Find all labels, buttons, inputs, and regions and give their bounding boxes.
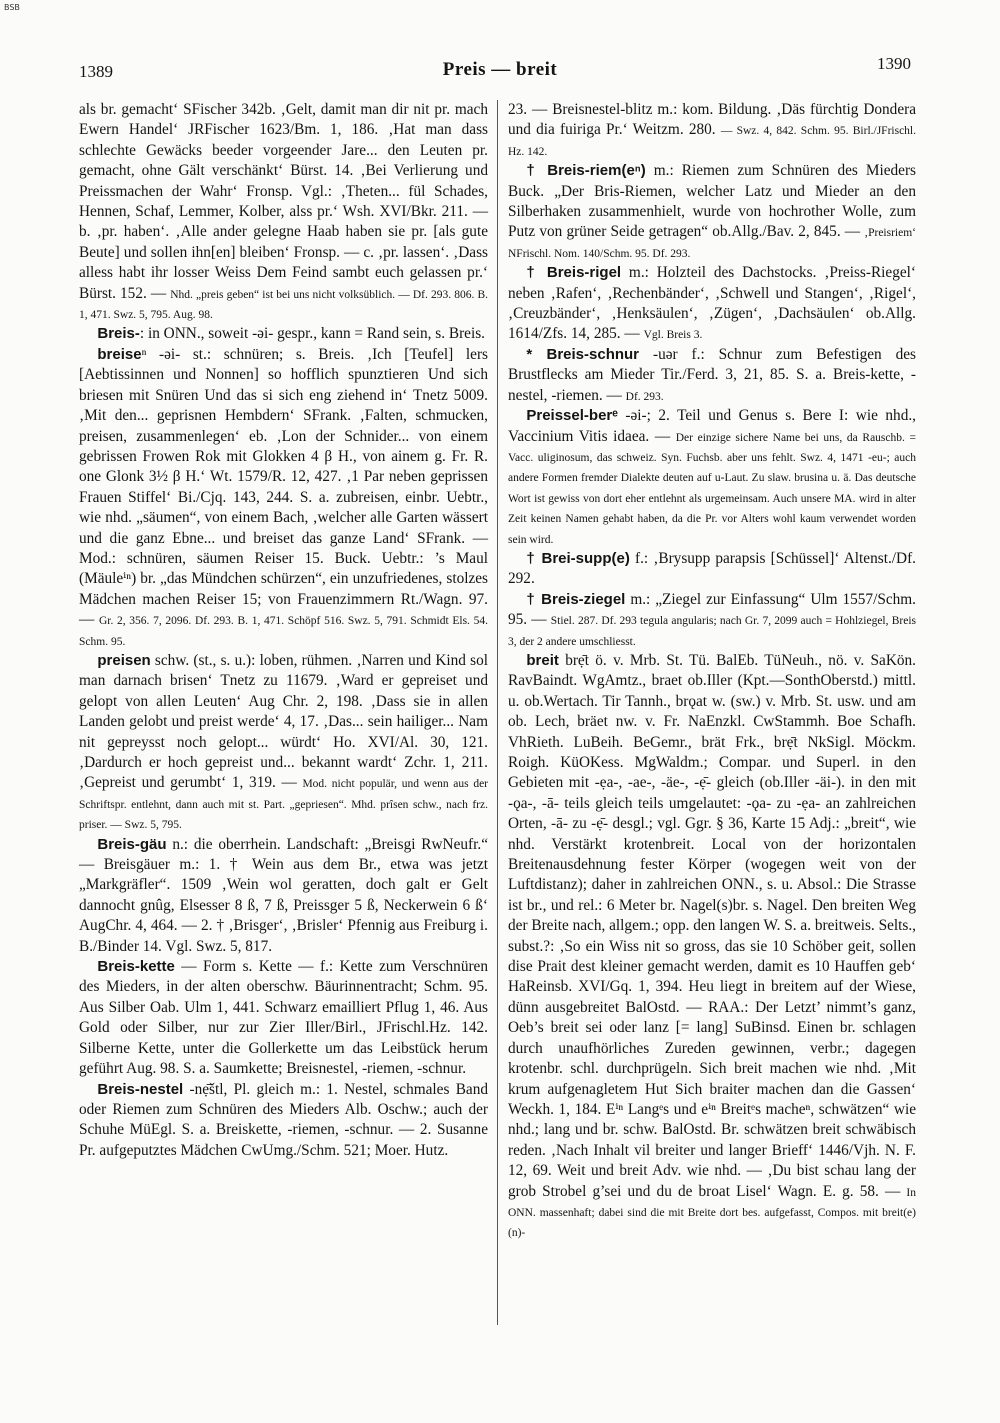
entry-text: : in ONN., soweit -əi- gespr., kann = Rand sein, s. Breis. <box>139 325 486 343</box>
headword: † Breis-rigel <box>526 264 622 282</box>
page-number-right: 1390 <box>877 54 911 73</box>
page-header-title: Preis — breit <box>442 59 558 80</box>
column-divider <box>497 100 498 1325</box>
library-stamp: BSB <box>4 3 20 12</box>
headword: † Breis-riem(eⁿ) <box>526 162 646 180</box>
entry-breit <box>508 651 916 1243</box>
entry-note: — Swz. 4, 842. Schm. 95. Birl./JFrischl. Hz. 142. <box>508 125 917 158</box>
entry-text: ⁿ -əi- st.: schnüren; s. Breis. ‚Ich [Teufel] lers [Aebtissinnen und Nonnen] so hofflich spunztieren Und sich briesen mit Snüren Und das si sich eng ziehend in‘ Tnetz 5009. ‚Mit den... geprisnen Hembdern‘ SFrank. ‚Falten, schmucken, preisen, zusammenlegen‘ eb. ‚Lon der Schnider... von einem gebrissen Frowen Rok mit Glokken 4 β H., von ainem g. Fr. R. one Glonk 3½ β H.‘ Wt. 1579/R. 12, 427. ‚1 Par neben geprissen Frauen Stiffel‘ Bi./Cjq. 143, 244. S. a. zubreisen, einbr. Uebtr., wie nhd. „säumen“, von einem Bach, ‚welcher alle Garten wässert und die ganz Ebne... und breiset das ganze Land‘ SFrank. — Mod.: schnüren, säumen Reiser 15. Buck. Uebtr.: ’s Maul (Mäuleⁱⁿ) br. „das Mündchen schürzen“, ein unzufriedenes, stolzes Mädchen machen Reiser 15; von Frauenzimmern Rt./Wagn. 97. — <box>79 345 488 629</box>
entry-text: -nẹ̄štl, Pl. gleich m.: 1. Nestel, schmales Band oder Riemen zum Schnüren des Mieders Alb. Oschw.; auch der Schuhe MüEgl. S. a. Breiskette, -riemen, -schnur. — 2. Susanne Pr. aufgeputztes Mädchen CwUmg./Schm. 521; Moer. Hutz. <box>79 1080 488 1159</box>
entry-breisrigel <box>508 263 916 345</box>
entry-breisriemen <box>508 161 916 263</box>
headword: Preissel-berᵉ <box>526 407 618 425</box>
entry-note: ‚Preisriem‘ NFrischl. Nom. 140/Schm. 95. Df. 293. <box>508 227 916 260</box>
entry-preisselbere <box>508 406 916 549</box>
page-number-left: 1389 <box>79 62 113 81</box>
entry-note: Stiel. 287. Df. 293 tegula angularis; nach Gr. 7, 2099 auch = Hohlziegel, Breis 3, der 2 andere umschliesst. <box>508 615 916 648</box>
entry-breisziegel <box>508 590 916 651</box>
entry-text: n.: die oberrhein. Landschaft: „Breisgi RwNeufr.“ — Breisgäuer m.: 1. † Wein aus dem Br., etwa was jetzt „Markgräfler“. 1509 ‚Wein wol geratten, doch galt er Gelt dannocht gnûg, Elsesser 8 ß, 7 ß, Preissger 5 ß, Neckerwein 6 ß‘ AugChr. 4, 464. — 2. † ‚Brisger‘, ‚Brisler‘ Pfennig aus Freiburg i. B./Binder 14. Vgl. Swz. 5, 817. <box>79 835 488 955</box>
entry-text: — Form s. Kette — f.: Kette zum Verschnüren des Mieders, in der alten oberschw. Bäurinnentracht; Schm. 95. Aus Silber Oab. Ulm 1, 441. Schwarz emailliert Pflug 1, 46. Aus Gold oder Silber, nur zur Zier Iller/Birl., JFrischl.Hz. 142. Silberne Kette, unter die Gollerkette um das Leibstück herum geführt Aug. 98. S. a. Saumkette; Breisnestel, -riemen, -schnur. <box>79 958 488 1078</box>
headword: † Breis-ziegel <box>526 590 626 608</box>
headword: breit <box>526 651 559 669</box>
entry-text: -uər f.: Schnur zum Befestigen des Brustflecks am Mieder Tir./Ferd. 3, 21, 85. S. a. Breis-kette, -nestel, -riemen. — <box>508 345 916 404</box>
right-column <box>508 100 916 1243</box>
entry-note: Gr. 2, 356. 7, 2096. Df. 293. B. 1, 471. Schöpf 516. Swz. 5, 791. Schmidt Els. 54. Schm. 95. <box>79 615 488 648</box>
headword: breise <box>97 345 142 363</box>
entry-breisuppe <box>508 549 916 590</box>
entry-breisnestel-continued <box>508 100 916 161</box>
headword: Breis-nestel <box>97 1080 184 1098</box>
entry-text: f.: ‚Brysupp parapsis [Schüssel]‘ Altenst./Df. 292. <box>508 549 916 588</box>
entry-text: brẹ̄t ö. v. Mrb. St. Tü. BalEb. TüNeuh., nö. v. SaKön. RavBaindt. WgAmtz., braet ob.Iller (Kpt.—SonthOberstd.) mittl. u. ob.Wertach. Tir Tannh., brǫat w. (sw.) v. Mrb. St. usw. und am ob. Lech, bräet nw. v. Fr. NaEnzkl. CwStammh. Boe Schafh. VhRieth. LuBeih. BeGemr., brät Frk., brẹ̄t NkSigl. Möckm. Roigh. KüOKess. MgWaldm.; Compar. und Superl. in den Gebieten mit -ẹa-, -ae-, -äe-, -ẹ̄- gleich (ob.Iller -äi-). in den mit -ǫa-, -ā- teils gleich teils umgelautet: -ǫa- zu -ẹa- an zahlreichen Orten, -ā- zu -ẹ̄- desgl.; vgl. Ggr. § 36, Karte 15 Adj.: „breit“, wie nhd. Verstärkt krotenbreit. Local von der horizontalen Breitenausdehnung fester Körper (wogegen weit von der Luftdistanz); daher in zahlreichen ONN., s. u. Absol.: Die Strasse ist br., und rel.: 6 Meter br. Nagel(s)br. s. Nagel. Den breiten Weg der Breite nach, allgem.; opp. den langen W. S. a. breitweis. Selts., subst.?: ‚So ein Wiss nit so gross, das sie 10 Schöber geit, sollen dise Prait dest kleiner gemacht werden, damit es 10 Hauffen geb‘ HaReinsb. XVI/Gq. 1, 394. Heu liegt in breitem auf der Wiese, dünn ausgebreitet BalOstd. — RAA.: Der Letzt’ nimmt’s ganz, Oeb’s breit sei oder lanz [= lang] SuBinsd. Einen br. schlagen durch unaufhörliches Zureden gewinnen, verbr.; dagegen krotenbr. schl. durchprügeln. Sich breit machen wie nhd. ‚Mit krum aufgenagletem Hut Sich braiter machen dan die Gassen‘ Weckh. 1, 184. Eⁱⁿ Langᵉs und eⁱⁿ Breitᵉs macheⁿ, schwätzen“ wie nhd.; lang und br. schw. BalOstd. Br. schwätzen breit schwäbisch reden. ‚Nach Inhalt vil breiter und langer Brieff‘ 1446/Vjh. N. F. 12, 69. Weit und breit Adv. wie nhd. — ‚Du bist schau lang der grob Strobel g’sei und du de broat Lisel‘ Wagn. E. g. 58. — <box>508 651 916 1200</box>
headword: Breis-gäu <box>97 835 167 853</box>
entry-note: In ONN. massenhaft; dabei sind die mit Breite dort bes. aufgefasst, Compos. mit breit(e)(n)- <box>508 1186 916 1240</box>
entry-note: Nhd. „preis geben“ ist bei uns nicht volksüblich. — Df. 293. 806. B. 1, 471. Swz. 5, 795. Aug. 98. <box>79 288 489 322</box>
headword: † Brei-supp(e) <box>526 549 630 567</box>
entry-breiskette <box>79 957 488 1079</box>
entry-note: Mod. nicht populär, und wenn aus der Schriftspr. entlehnt, dann auch mit st. Part. „gepriesen“. Mhd. prîsen schw., nach frz. priser. — Swz. 5, 795. <box>79 778 489 832</box>
entry-breisgaeu <box>79 835 488 957</box>
entry-breisnestel <box>79 1080 488 1162</box>
headword: * Breis-schnur <box>526 345 640 363</box>
headword: Breis- <box>97 325 140 343</box>
headword: preisen <box>97 651 151 669</box>
entry-note: Der einzige sichere Name bei uns, da Rauschb. = Vacc. uliginosum, das schweiz. Syn. Fuchsb. aber uns fehlt. Swz. 4, 1471 -eu-; auch andere Formen fremder Dialekte deuten auf u-Laut. Zu slaw. brusina u. ä. Das deutsche Wort ist gewiss von dort eher entlehnt als urgemeinsam. Auch unsere MA. wird in alter Zeit keinen Namen gehabt haben, da die Pr. vor Alters wohl kaum verwendet worden sein wird. <box>508 431 916 546</box>
entry-text: m.: „Ziegel zur Einfassung“ Ulm 1557/Schm. 95. — <box>508 590 916 629</box>
entry-preisen <box>79 651 488 835</box>
entry-text: -əi-; 2. Teil und Genus s. Bere I: wie nhd., Vaccinium Vitis idaea. — <box>508 407 916 445</box>
entry-note: Vgl. Breis 3. <box>643 329 703 342</box>
entry-text: 23. — Breisnestel-blitz m.: kom. Bildung. ‚Däs fürchtig Dondera und dia fuiriga Pr.‘ Weitzm. 280. <box>508 101 916 139</box>
entry-note: Df. 293. <box>625 390 664 403</box>
entry-breisschnur <box>508 345 916 406</box>
entry-text: schw. (st., s. u.): loben, rühmen. ‚Narren und Kind sol man darnach brisen‘ Tnetz zu 11679. ‚Ward er gepreiset und gelopt von allen Leuten‘ Aug Chr. 2, 198. ‚Dass sie in allen Landen gelobt und preist werde‘ 4, 17. ‚Das... sein hailiger... Nam nit gepreysst noch gelopt... würdt‘ Ho. XVI/Al. 30, 121. ‚Dardurch er hoch gepreist und... bekannt wardt‘ Zchr. 1, 211. ‚Gepreist und gerumbt‘ 1, 319. — <box>79 651 488 792</box>
entry-text: m.: Holzteil des Dachstocks. ‚Preiss-Riegel‘ neben ‚Rafen‘, ‚Rechenbänder‘, ‚Schwell und Stangen‘, ‚Rigel‘, ‚Creuzbänder‘, ‚Henksäulen‘, ‚Zügen‘, ‚Dachsäulen‘ ob.Allg. 1614/Zfs. 14, 285. — <box>508 264 916 343</box>
entry-text: m.: Riemen zum Schnüren des Mieders Buck. „Der Bris-Riemen, welcher Latz und Mieder an den Silberhaken zusammenhielt, wurde von hochrother Wolle, zum Putz von grüner Seide getragen“ ob.Allg./Bav. 2, 845. — <box>508 162 917 241</box>
headword: Breis-kette <box>97 958 175 976</box>
entry-breis <box>79 324 488 344</box>
entry-breisen <box>79 345 488 651</box>
entry-text: als br. gemacht‘ SFischer 342b. ‚Gelt, damit man dir nit pr. mach Ewern Handel‘ JRFischer 1623/Bm. 1, 186. ‚Hat man dass schlechte Gewäcks beeder vorgeender Jare... den Leuten pr. gemacht, ohne Gält verschänkt‘ Bürst. 14. ‚Bei Verlierung und Preissmachen der Wahr‘ Fronsp. Vgl.: ‚Theten... fül Schades, Hennen, Schaf, Lemmer, Kolber, alss pr.‘ Wsh. XVI/Bkr. 211. — b. ‚pr. haben‘. ‚Alle ander gelegne Haab haben sie pr. [als gute Beute] und sollen ihn[en] bleiben‘ Fronsp. — c. ‚pr. lassen‘. ‚Dass alless habt ihr losser Weiss Dem Feind sambt euch gelassen pr.‘ Bürst. 152. — <box>79 101 488 302</box>
left-column <box>79 100 488 1161</box>
entry-preis-continued <box>79 100 488 324</box>
